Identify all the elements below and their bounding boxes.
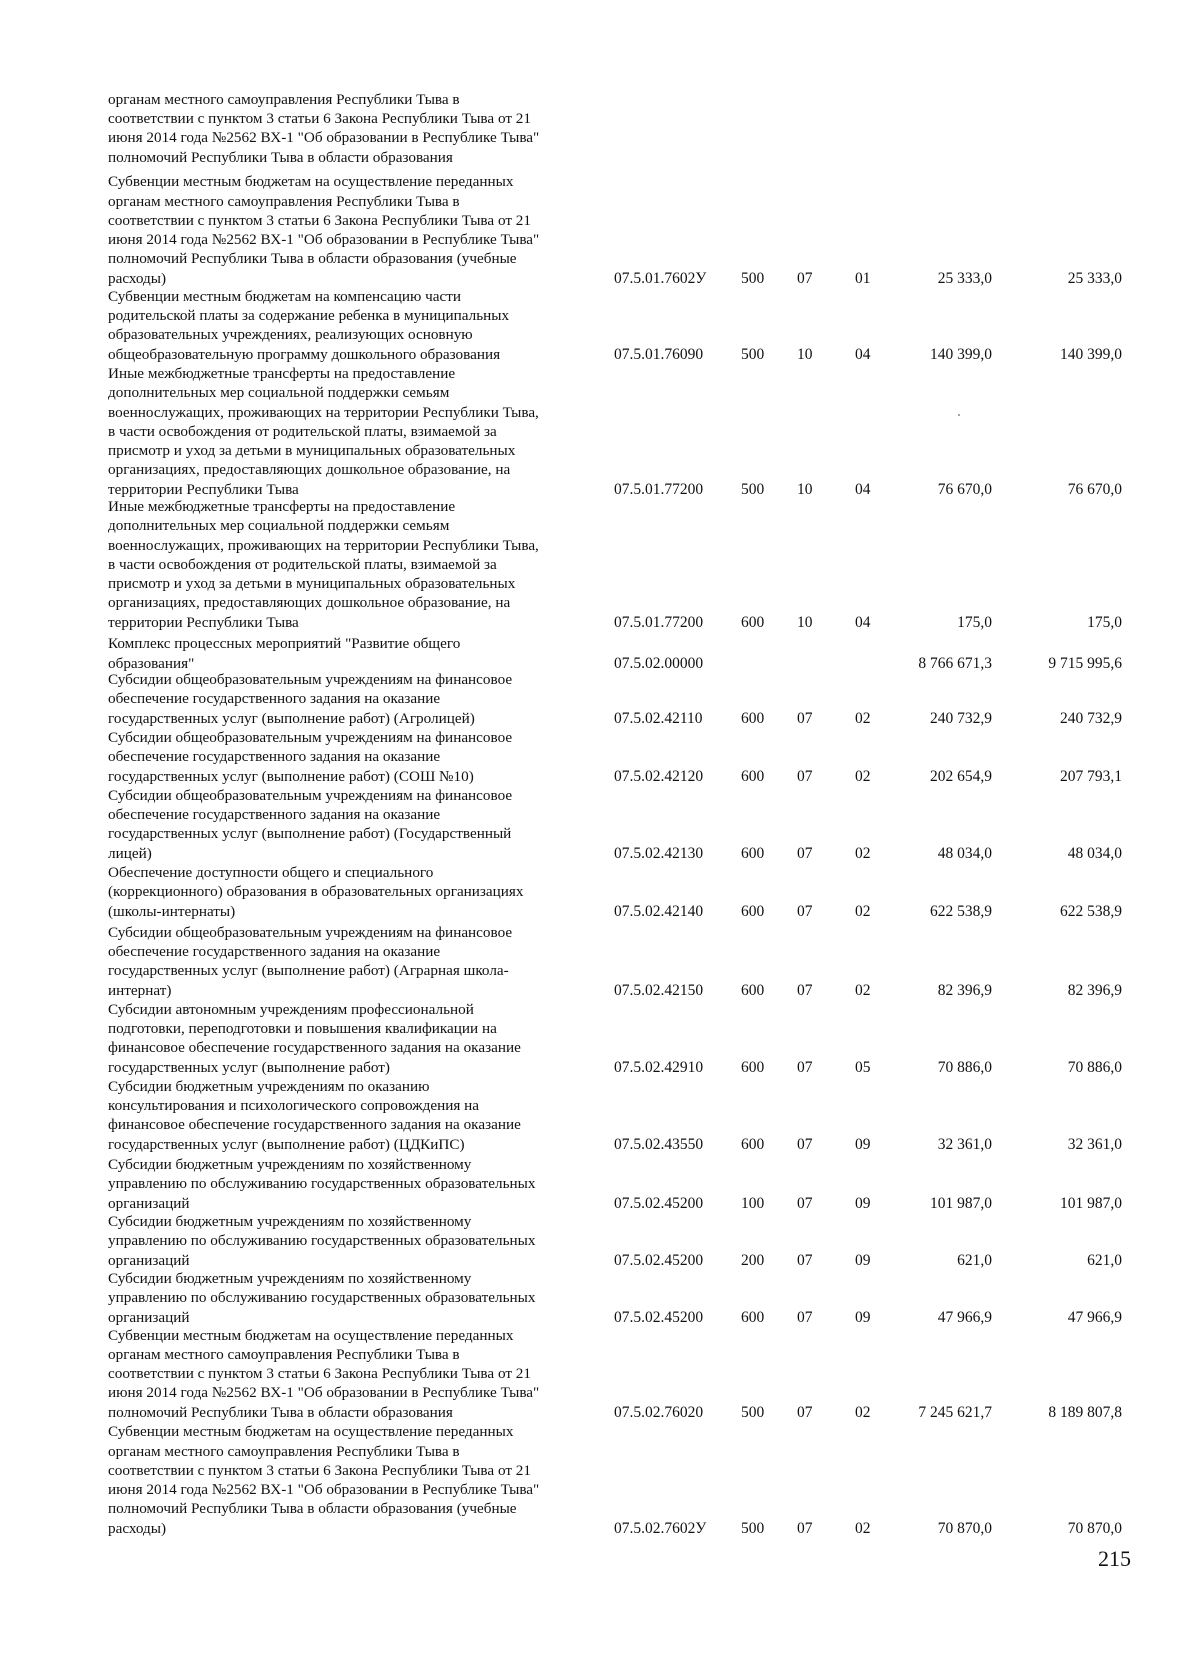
row-description: Субвенции местным бюджетам на осуществление переданных органам местного самоуправления Республики Тыва в соответствии с пунктом 3 статьи 6 Закона Республики Тыва от 21 июня 2014 года №2562 ВХ-1 "Об образовании в Республике Тыва" полномочий Республики Тыва в области образования (учебные расходы) xyxy=(108,1423,540,1537)
amount-year-1: 175,0 xyxy=(957,613,992,631)
amount-year-1: 76 670,0 xyxy=(937,480,992,498)
amount-year-1: 70 870,0 xyxy=(937,1519,992,1537)
amount-year-1: 622 538,9 xyxy=(930,902,992,920)
subsection: 02 xyxy=(855,981,871,999)
amount-year-2: 32 361,0 xyxy=(1067,1135,1122,1153)
expense-type: 100 xyxy=(741,1194,765,1212)
budget-code: 07.5.02.42120 xyxy=(614,767,704,785)
section: 07 xyxy=(797,1519,813,1537)
expense-type: 600 xyxy=(741,1308,765,1326)
expense-type: 600 xyxy=(741,844,765,862)
expense-type: 600 xyxy=(741,1058,765,1076)
budget-code: 07.5.02.43550 xyxy=(614,1135,704,1153)
amount-year-2: 70 870,0 xyxy=(1067,1519,1122,1537)
section: 07 xyxy=(797,269,813,287)
expense-type: 500 xyxy=(741,269,765,287)
row-description: Иные межбюджетные трансферты на предоставление дополнительных мер социальной поддержки семьям военнослужащих, проживающих на территории Республики Тыва, в части освобождения от родительской платы, взимаемой за присмотр и уход за детьми в муниципальных образовательных организациях, предоставляющих дошкольное образование, на территории Республики Тыва xyxy=(108,497,539,631)
section: 07 xyxy=(797,709,813,727)
expense-type: 600 xyxy=(741,613,765,631)
scan-speck xyxy=(958,414,960,416)
row-description: Комплекс процессных мероприятий "Развитие общего образования" xyxy=(108,635,461,672)
subsection: 04 xyxy=(855,345,871,363)
amount-year-1: 7 245 621,7 xyxy=(918,1403,992,1421)
row-description: Иные межбюджетные трансферты на предоставление дополнительных мер социальной поддержки семьям военнослужащих, проживающих на территории Республики Тыва, в части освобождения от родительской платы, взимаемой за присмотр и уход за детьми в муниципальных образовательных организациях, предоставляющих дошкольное образование, на территории Республики Тыва xyxy=(108,364,539,498)
subsection: 04 xyxy=(855,480,871,498)
amount-year-1: 25 333,0 xyxy=(937,269,992,287)
budget-code: 07.5.02.42910 xyxy=(614,1058,704,1076)
expense-type: 600 xyxy=(741,902,765,920)
section: 07 xyxy=(797,1403,813,1421)
row-description: Субвенции местным бюджетам на осуществление переданных органам местного самоуправления Республики Тыва в соответствии с пунктом 3 статьи 6 Закона Республики Тыва от 21 июня 2014 года №2562 ВХ-1 "Об образовании в Республике Тыва" полномочий Республики Тыва в области образования (учебные расходы) xyxy=(108,173,540,287)
row-description: Субвенции местным бюджетам на осуществление переданных органам местного самоуправления Республики Тыва в соответствии с пунктом 3 статьи 6 Закона Республики Тыва от 21 июня 2014 года №2562 ВХ-1 "Об образовании в Республике Тыва" полномочий Республики Тыва в области образования xyxy=(108,1326,540,1421)
amount-year-2: 70 886,0 xyxy=(1067,1058,1122,1076)
subsection: 09 xyxy=(855,1251,871,1269)
budget-code: 07.5.01.76090 xyxy=(614,345,704,363)
subsection: 04 xyxy=(855,613,871,631)
subsection: 02 xyxy=(855,1519,871,1537)
amount-year-1: 70 886,0 xyxy=(937,1058,992,1076)
subsection: 09 xyxy=(855,1308,871,1326)
subsection: 09 xyxy=(855,1194,871,1212)
budget-code: 07.5.01.77200 xyxy=(614,613,704,631)
row-description: Субсидии общеобразовательным учреждениям на финансовое обеспечение государственного задания на оказание государственных услуг (выполнение работ) (СОШ №10) xyxy=(108,729,513,785)
amount-year-2: 82 396,9 xyxy=(1067,981,1122,999)
expense-type: 600 xyxy=(741,767,765,785)
section: 07 xyxy=(797,1251,813,1269)
amount-year-1: 101 987,0 xyxy=(930,1194,992,1212)
subsection: 05 xyxy=(855,1058,871,1076)
budget-code: 07.5.02.42110 xyxy=(614,709,703,727)
section: 07 xyxy=(797,1058,813,1076)
budget-code: 07.5.02.00000 xyxy=(614,654,704,672)
amount-year-2: 48 034,0 xyxy=(1067,844,1122,862)
row-description: Субсидии общеобразовательным учреждениям на финансовое обеспечение государственного задания на оказание государственных услуг (выполнение работ) (Агролицей) xyxy=(108,671,513,727)
section: 07 xyxy=(797,1194,813,1212)
amount-year-2: 8 189 807,8 xyxy=(1048,1403,1122,1421)
amount-year-2: 76 670,0 xyxy=(1067,480,1122,498)
budget-code: 07.5.02.42140 xyxy=(614,902,704,920)
row-description: Субвенции местным бюджетам на компенсацию части родительской платы за содержание ребенка в муниципальных образовательных учреждениях, реализующих основную общеобразовательную программу дошкольного образования xyxy=(108,287,510,363)
expense-type: 600 xyxy=(741,1135,765,1153)
amount-year-2: 175,0 xyxy=(1087,613,1122,631)
row-description: Субсидии бюджетным учреждениям по оказанию консультирования и психологического сопровождения на финансовое обеспечение государственного задания на оказание государственных услуг (выполнение работ) (ЦДКиПС) xyxy=(108,1077,521,1153)
row-description: Субсидии бюджетным учреждениям по хозяйственному управлению по обслуживанию государственных образовательных организаций xyxy=(108,1213,536,1269)
expense-type: 500 xyxy=(741,1403,765,1421)
section: 07 xyxy=(797,981,813,999)
section: 10 xyxy=(797,480,813,498)
section: 07 xyxy=(797,1135,813,1153)
row-description: Субсидии общеобразовательным учреждениям на финансовое обеспечение государственного задания на оказание государственных услуг (выполнение работ) (Государственный лицей) xyxy=(108,786,513,862)
amount-year-1: 140 399,0 xyxy=(930,345,992,363)
budget-code: 07.5.01.7602У xyxy=(614,269,707,287)
section: 07 xyxy=(797,767,813,785)
budget-code: 07.5.01.77200 xyxy=(614,480,704,498)
subsection: 02 xyxy=(855,767,871,785)
amount-year-1: 32 361,0 xyxy=(937,1135,992,1153)
row-description: органам местного самоуправления Республики Тыва в соответствии с пунктом 3 статьи 6 Закона Республики Тыва от 21 июня 2014 года №2562 ВХ-1 "Об образовании в Республике Тыва" полномочий Республики Тыва в области образования xyxy=(108,90,540,166)
amount-year-1: 240 732,9 xyxy=(930,709,992,727)
expense-type: 200 xyxy=(741,1251,765,1269)
budget-code: 07.5.02.76020 xyxy=(614,1403,704,1421)
amount-year-2: 47 966,9 xyxy=(1067,1308,1122,1326)
row-description: Обеспечение доступности общего и специального (коррекционного) образования в образовательных организациях (школы-интернаты) xyxy=(108,864,524,920)
amount-year-2: 140 399,0 xyxy=(1060,345,1122,363)
amount-year-1: 82 396,9 xyxy=(937,981,992,999)
expense-type: 600 xyxy=(741,981,765,999)
subsection: 02 xyxy=(855,902,871,920)
budget-code: 07.5.02.42130 xyxy=(614,844,704,862)
amount-year-1: 48 034,0 xyxy=(937,844,992,862)
expense-type: 500 xyxy=(741,480,765,498)
expense-type: 500 xyxy=(741,1519,765,1537)
section: 07 xyxy=(797,1308,813,1326)
amount-year-1: 621,0 xyxy=(957,1251,992,1269)
amount-year-2: 621,0 xyxy=(1087,1251,1122,1269)
row-description: Субсидии общеобразовательным учреждениям на финансовое обеспечение государственного задания на оказание государственных услуг (выполнение работ) (Аграрная школа- интернат) xyxy=(108,923,513,999)
budget-code: 07.5.02.45200 xyxy=(614,1308,704,1326)
amount-year-2: 622 538,9 xyxy=(1060,902,1122,920)
amount-year-1: 8 766 671,3 xyxy=(918,654,992,672)
amount-year-2: 101 987,0 xyxy=(1060,1194,1122,1212)
subsection: 01 xyxy=(855,269,871,287)
amount-year-2: 25 333,0 xyxy=(1067,269,1122,287)
amount-year-1: 202 654,9 xyxy=(930,767,992,785)
section: 10 xyxy=(797,613,813,631)
budget-code: 07.5.02.45200 xyxy=(614,1194,704,1212)
subsection: 02 xyxy=(855,709,871,727)
amount-year-2: 240 732,9 xyxy=(1060,709,1122,727)
budget-code: 07.5.02.7602У xyxy=(614,1519,707,1537)
expense-type: 600 xyxy=(741,709,765,727)
amount-year-1: 47 966,9 xyxy=(937,1308,992,1326)
section: 07 xyxy=(797,844,813,862)
subsection: 02 xyxy=(855,1403,871,1421)
page-number: 215 xyxy=(1098,1546,1131,1571)
row-description: Субсидии автономным учреждениям профессиональной подготовки, переподготовки и повышения квалификации на финансовое обеспечение государственного задания на оказание государственных услуг (выполнение работ) xyxy=(108,1000,521,1076)
section: 10 xyxy=(797,345,813,363)
budget-code: 07.5.02.45200 xyxy=(614,1251,704,1269)
expense-type: 500 xyxy=(741,345,765,363)
subsection: 09 xyxy=(855,1135,871,1153)
amount-year-2: 9 715 995,6 xyxy=(1048,654,1122,672)
row-description: Субсидии бюджетным учреждениям по хозяйственному управлению по обслуживанию государственных образовательных организаций xyxy=(108,1270,536,1326)
amount-year-2: 207 793,1 xyxy=(1060,767,1122,785)
section: 07 xyxy=(797,902,813,920)
budget-code: 07.5.02.42150 xyxy=(614,981,704,999)
subsection: 02 xyxy=(855,844,871,862)
row-description: Субсидии бюджетным учреждениям по хозяйственному управлению по обслуживанию государственных образовательных организаций xyxy=(108,1156,536,1212)
